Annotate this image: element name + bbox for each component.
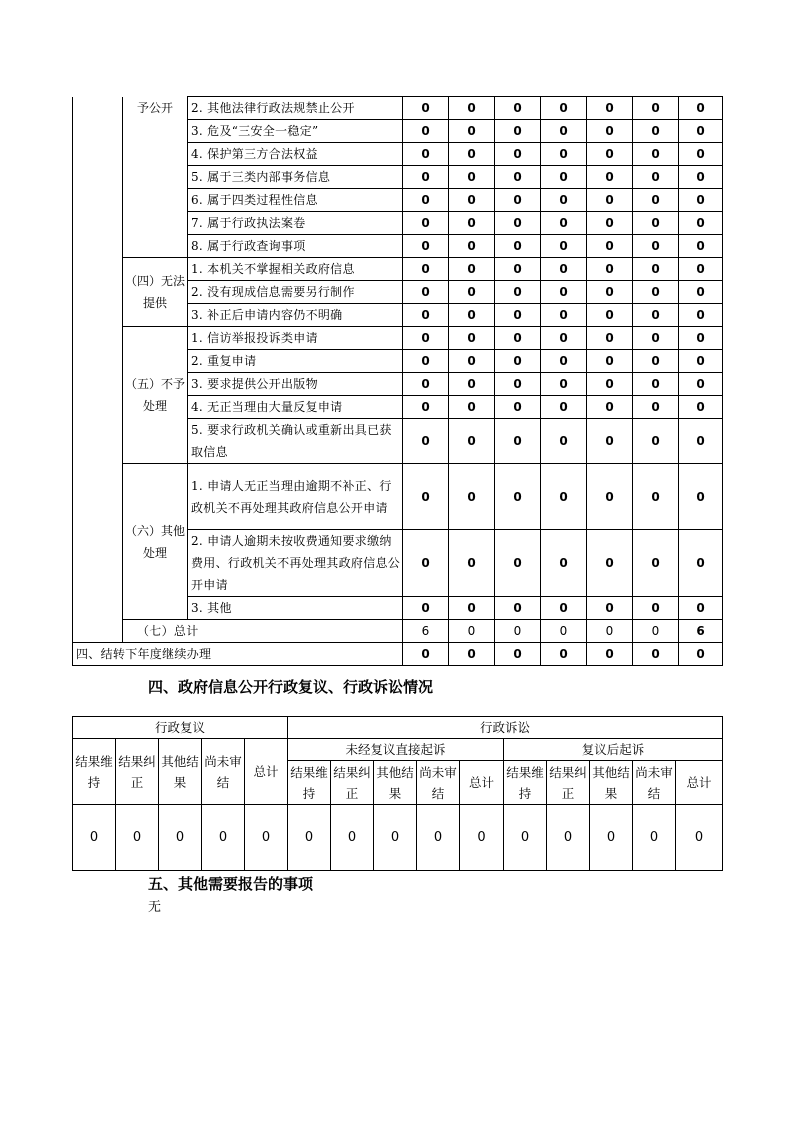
item-label: 1. 信访举报投诉类申请	[188, 327, 403, 350]
value-cell: 0	[541, 350, 587, 373]
application-handling-table	[72, 96, 723, 666]
value-cell: 0	[679, 419, 723, 464]
value-cell: 0	[495, 419, 541, 464]
value-cell: 0	[449, 258, 495, 281]
value-cell: 0	[495, 327, 541, 350]
item-label: 3. 危及“三安全一稳定”	[188, 120, 403, 143]
value-cell: 0	[679, 189, 723, 212]
value-cell: 0	[587, 166, 633, 189]
value-cell: 0	[403, 212, 449, 235]
value-cell: 0	[679, 304, 723, 327]
direct-col-header: 尚未审结	[417, 761, 460, 805]
value-cell: 0	[633, 304, 679, 327]
value-cell: 0	[679, 327, 723, 350]
value-cell: 0	[541, 373, 587, 396]
value-cell: 0	[403, 530, 449, 597]
value-cell: 0	[679, 258, 723, 281]
after-col-header: 结果纠正	[547, 761, 590, 805]
value-cell: 0	[587, 530, 633, 597]
value-cell: 0	[495, 350, 541, 373]
item-label: 4. 无正当理由大量反复申请	[188, 396, 403, 419]
value-cell: 0	[403, 235, 449, 258]
item-label: 7. 属于行政执法案卷	[188, 212, 403, 235]
value-cell: 0	[633, 212, 679, 235]
value-cell: 0	[495, 373, 541, 396]
direct-col-header: 结果纠正	[331, 761, 374, 805]
item-label: 5. 属于三类内部事务信息	[188, 166, 403, 189]
group6-label: （六）其他处理	[123, 464, 188, 620]
value-cell: 0	[449, 235, 495, 258]
value-cell: 0	[495, 304, 541, 327]
value-cell: 0	[679, 281, 723, 304]
value-cell: 0	[633, 143, 679, 166]
value-cell: 0	[417, 805, 460, 871]
value-cell: 0	[676, 805, 723, 871]
carry-over-value-cell: 0	[403, 643, 449, 666]
value-cell: 0	[288, 805, 331, 871]
total-value-cell: 0	[633, 620, 679, 643]
value-cell: 0	[403, 464, 449, 530]
value-cell: 0	[374, 805, 417, 871]
value-cell: 0	[403, 597, 449, 620]
value-cell: 0	[679, 464, 723, 530]
direct-litigation-header: 未经复议直接起诉	[288, 739, 504, 761]
value-cell: 0	[495, 464, 541, 530]
value-cell: 0	[449, 166, 495, 189]
value-cell: 0	[403, 258, 449, 281]
value-cell: 0	[541, 597, 587, 620]
value-cell: 0	[541, 304, 587, 327]
value-cell: 0	[633, 97, 679, 120]
value-cell: 0	[679, 97, 723, 120]
value-cell: 0	[449, 419, 495, 464]
carry-over-value-cell: 0	[495, 643, 541, 666]
value-cell: 0	[159, 805, 202, 871]
value-cell: 0	[116, 805, 159, 871]
table-row	[73, 464, 723, 530]
value-cell: 0	[403, 396, 449, 419]
carry-over-value-cell: 0	[679, 643, 723, 666]
value-cell: 0	[403, 166, 449, 189]
total-value-cell: 0	[449, 620, 495, 643]
value-cell: 0	[495, 281, 541, 304]
value-cell: 0	[587, 235, 633, 258]
after-col-header: 总计	[676, 761, 723, 805]
total-row	[73, 620, 723, 643]
after-review-litigation-header: 复议后起诉	[504, 739, 723, 761]
value-cell: 0	[633, 464, 679, 530]
group3-label: 予公开	[123, 97, 188, 258]
value-cell: 0	[403, 350, 449, 373]
value-cell: 0	[403, 281, 449, 304]
carry-over-value-cell: 0	[587, 643, 633, 666]
value-cell: 0	[590, 805, 633, 871]
value-cell: 0	[449, 373, 495, 396]
value-cell: 0	[504, 805, 547, 871]
value-cell: 0	[679, 373, 723, 396]
value-cell: 0	[73, 805, 116, 871]
value-cell: 0	[541, 258, 587, 281]
value-cell: 0	[587, 120, 633, 143]
value-cell: 0	[495, 120, 541, 143]
total-value-cell: 6	[403, 620, 449, 643]
value-cell: 0	[202, 805, 245, 871]
item-label: 8. 属于行政查询事项	[188, 235, 403, 258]
item-label: 3. 补正后申请内容仍不明确	[188, 304, 403, 327]
value-cell: 0	[449, 304, 495, 327]
value-cell: 0	[587, 143, 633, 166]
item-label: 6. 属于四类过程性信息	[188, 189, 403, 212]
value-cell: 0	[587, 373, 633, 396]
value-cell: 0	[449, 396, 495, 419]
review-litigation-table	[72, 716, 723, 871]
value-cell: 0	[587, 396, 633, 419]
value-cell: 0	[633, 166, 679, 189]
item-label: 2. 申请人逾期未按收费通知要求缴纳费用、行政机关不再处理其政府信息公开申请	[188, 530, 403, 597]
direct-col-header: 其他结果	[374, 761, 417, 805]
value-cell: 0	[633, 281, 679, 304]
value-cell: 0	[460, 805, 504, 871]
value-cell: 0	[403, 373, 449, 396]
value-cell: 0	[403, 327, 449, 350]
section-5-text: 无	[148, 900, 162, 915]
review-col-header: 总计	[245, 739, 288, 805]
value-cell: 0	[449, 120, 495, 143]
item-label: 2. 没有现成信息需要另行制作	[188, 281, 403, 304]
value-cell: 0	[541, 281, 587, 304]
item-label: 3. 要求提供公开出版物	[188, 373, 403, 396]
table-row	[73, 258, 723, 281]
value-cell: 0	[587, 212, 633, 235]
outer-category-cell	[73, 97, 123, 643]
value-cell: 0	[449, 327, 495, 350]
total-label: （七）总计	[123, 620, 403, 643]
value-cell: 0	[633, 597, 679, 620]
value-cell: 0	[495, 143, 541, 166]
value-cell: 0	[541, 235, 587, 258]
value-cell: 0	[633, 805, 676, 871]
total-value-cell: 0	[541, 620, 587, 643]
value-cell: 0	[679, 120, 723, 143]
value-cell: 0	[679, 212, 723, 235]
after-col-header: 其他结果	[590, 761, 633, 805]
section-5-heading: 五、其他需要报告的事项	[148, 875, 314, 893]
direct-col-header: 总计	[460, 761, 504, 805]
value-cell: 0	[541, 120, 587, 143]
total-value-cell: 0	[587, 620, 633, 643]
carry-over-label: 四、结转下年度继续办理	[73, 643, 403, 666]
value-cell: 0	[541, 396, 587, 419]
value-cell: 0	[449, 597, 495, 620]
item-label: 1. 本机关不掌握相关政府信息	[188, 258, 403, 281]
value-cell: 0	[633, 189, 679, 212]
value-cell: 0	[587, 464, 633, 530]
value-cell: 0	[547, 805, 590, 871]
value-cell: 0	[541, 212, 587, 235]
value-cell: 0	[541, 143, 587, 166]
value-cell: 0	[541, 97, 587, 120]
value-cell: 0	[541, 166, 587, 189]
value-cell: 0	[495, 258, 541, 281]
value-cell: 0	[495, 597, 541, 620]
value-cell: 0	[403, 97, 449, 120]
item-label: 2. 其他法律行政法规禁止公开	[188, 97, 403, 120]
value-cell: 0	[495, 97, 541, 120]
value-cell: 0	[495, 530, 541, 597]
review-col-header: 结果维持	[73, 739, 116, 805]
value-cell: 0	[587, 258, 633, 281]
value-cell: 0	[541, 419, 587, 464]
value-cell: 0	[449, 143, 495, 166]
value-cell: 0	[587, 304, 633, 327]
value-cell: 0	[679, 396, 723, 419]
value-cell: 0	[633, 530, 679, 597]
value-cell: 0	[587, 419, 633, 464]
value-cell: 0	[587, 327, 633, 350]
review-header: 行政复议	[73, 717, 288, 739]
table-row	[73, 327, 723, 350]
group5-label: （五）不予处理	[123, 327, 188, 464]
group4-label: （四）无法提供	[123, 258, 188, 327]
value-cell: 0	[495, 396, 541, 419]
review-col-header: 其他结果	[159, 739, 202, 805]
table-body	[73, 97, 723, 666]
value-cell: 0	[679, 530, 723, 597]
value-cell: 0	[587, 597, 633, 620]
value-cell: 0	[633, 120, 679, 143]
value-cell: 0	[587, 189, 633, 212]
value-cell: 0	[449, 350, 495, 373]
direct-col-header: 结果维持	[288, 761, 331, 805]
value-cell: 0	[495, 189, 541, 212]
value-cell: 0	[633, 235, 679, 258]
carry-over-row	[73, 643, 723, 666]
table-row	[73, 97, 723, 120]
value-cell: 0	[403, 120, 449, 143]
value-cell: 0	[633, 258, 679, 281]
after-col-header: 尚未审结	[633, 761, 676, 805]
value-cell: 0	[541, 327, 587, 350]
value-cell: 0	[403, 189, 449, 212]
value-cell: 0	[587, 97, 633, 120]
section-4-heading: 四、政府信息公开行政复议、行政诉讼情况	[148, 678, 434, 696]
value-cell: 0	[633, 373, 679, 396]
value-cell: 0	[633, 396, 679, 419]
after-col-header: 结果维持	[504, 761, 547, 805]
carry-over-value-cell: 0	[449, 643, 495, 666]
value-cell: 0	[245, 805, 288, 871]
value-cell: 0	[679, 166, 723, 189]
review-col-header: 结果纠正	[116, 739, 159, 805]
value-cell: 0	[449, 281, 495, 304]
value-cell: 0	[587, 281, 633, 304]
value-cell: 0	[633, 419, 679, 464]
review-col-header: 尚未审结	[202, 739, 245, 805]
item-label: 2. 重复申请	[188, 350, 403, 373]
value-cell: 0	[679, 235, 723, 258]
value-cell: 0	[449, 189, 495, 212]
value-cell: 0	[541, 464, 587, 530]
value-cell: 0	[679, 143, 723, 166]
value-cell: 0	[495, 212, 541, 235]
value-cell: 0	[633, 327, 679, 350]
value-cell: 0	[633, 350, 679, 373]
item-label: 4. 保护第三方合法权益	[188, 143, 403, 166]
carry-over-value-cell: 0	[541, 643, 587, 666]
value-cell: 0	[541, 189, 587, 212]
value-cell: 0	[449, 464, 495, 530]
value-cell: 0	[331, 805, 374, 871]
value-cell: 0	[679, 350, 723, 373]
value-cell: 0	[449, 530, 495, 597]
value-cell: 0	[403, 419, 449, 464]
item-label: 3. 其他	[188, 597, 403, 620]
value-cell: 0	[403, 304, 449, 327]
item-label: 5. 要求行政机关确认或重新出具已获取信息	[188, 419, 403, 464]
value-cell: 0	[449, 212, 495, 235]
total-value-cell: 6	[679, 620, 723, 643]
value-cell: 0	[495, 166, 541, 189]
item-label: 1. 申请人无正当理由逾期不补正、行政机关不再处理其政府信息公开申请	[188, 464, 403, 530]
carry-over-value-cell: 0	[633, 643, 679, 666]
value-cell: 0	[587, 350, 633, 373]
value-cell: 0	[679, 597, 723, 620]
total-value-cell: 0	[495, 620, 541, 643]
value-cell: 0	[495, 235, 541, 258]
value-cell: 0	[449, 97, 495, 120]
value-cell: 0	[403, 143, 449, 166]
litigation-header: 行政诉讼	[288, 717, 723, 739]
value-cell: 0	[541, 530, 587, 597]
